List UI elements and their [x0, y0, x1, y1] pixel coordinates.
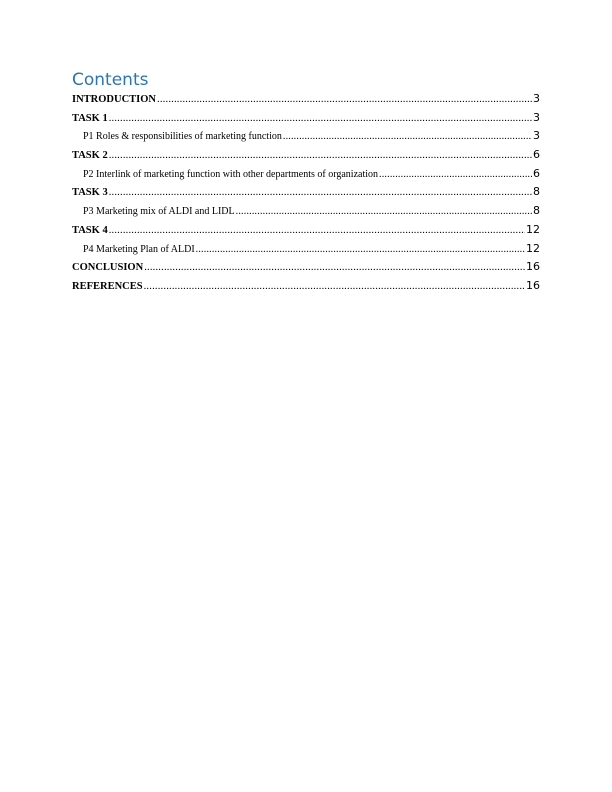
toc-entry-p1[interactable] [72, 127, 540, 146]
toc-entry-page: 8 [533, 204, 540, 218]
toc-entry-introduction[interactable] [72, 90, 540, 109]
toc-entry-page: 6 [533, 166, 540, 180]
toc-entry-page: 3 [533, 92, 540, 105]
toc-dot-leader [157, 91, 532, 109]
toc-entry-p3[interactable] [72, 202, 540, 221]
toc-dot-leader [236, 203, 532, 221]
toc-dot-leader [109, 147, 532, 165]
toc-dot-leader [283, 128, 532, 146]
toc-dot-leader [196, 241, 525, 259]
toc-entry-page: 12 [526, 241, 540, 255]
toc-entry-page: 8 [533, 185, 540, 199]
toc-entry-title: TASK 4 [72, 224, 108, 236]
toc-entry-task-1[interactable] [72, 109, 540, 128]
toc-dot-leader [109, 184, 532, 202]
toc-entry-title: P1 Roles & responsibilities of marketing function [83, 131, 282, 143]
toc-entry-page: 3 [533, 110, 540, 124]
toc-entry-title: P4 Marketing Plan of ALDI [83, 243, 195, 255]
toc-entry-page: 3 [533, 129, 540, 143]
toc-entry-page: 16 [526, 278, 540, 292]
toc-entry-title: CONCLUSION [72, 262, 144, 274]
toc-entry-task-3[interactable] [72, 183, 540, 202]
toc-dot-leader [144, 259, 525, 277]
contents-heading: Contents [72, 70, 149, 90]
toc-entry-p2[interactable] [72, 165, 540, 184]
toc-entry-title: P3 Marketing mix of ALDI and LIDL [83, 206, 235, 218]
toc-entry-task-2[interactable] [72, 146, 540, 165]
toc-entry-conclusion[interactable] [72, 258, 540, 277]
toc-entry-title: P2 Interlink of marketing function with other departments of organization [83, 168, 379, 180]
toc-entry-title: TASK 1 [72, 112, 108, 124]
toc-entry-references[interactable] [72, 277, 540, 296]
toc-entry-title: INTRODUCTION [72, 94, 157, 105]
toc-dot-leader [379, 166, 532, 184]
toc-entry-title: TASK 3 [72, 187, 108, 199]
toc-entry-page: 6 [533, 148, 540, 162]
toc-dot-leader [109, 222, 525, 240]
toc-dot-leader [109, 110, 532, 128]
toc-entry-title: REFERENCES [72, 280, 143, 292]
toc-entry-task-4[interactable] [72, 221, 540, 240]
toc-entry-page: 16 [526, 260, 540, 274]
toc-entry-title: TASK 2 [72, 150, 108, 162]
toc-entry-p4[interactable] [72, 240, 540, 259]
toc-entry-page: 12 [526, 222, 540, 236]
toc-dot-leader [144, 278, 525, 296]
table-of-contents [72, 90, 540, 296]
